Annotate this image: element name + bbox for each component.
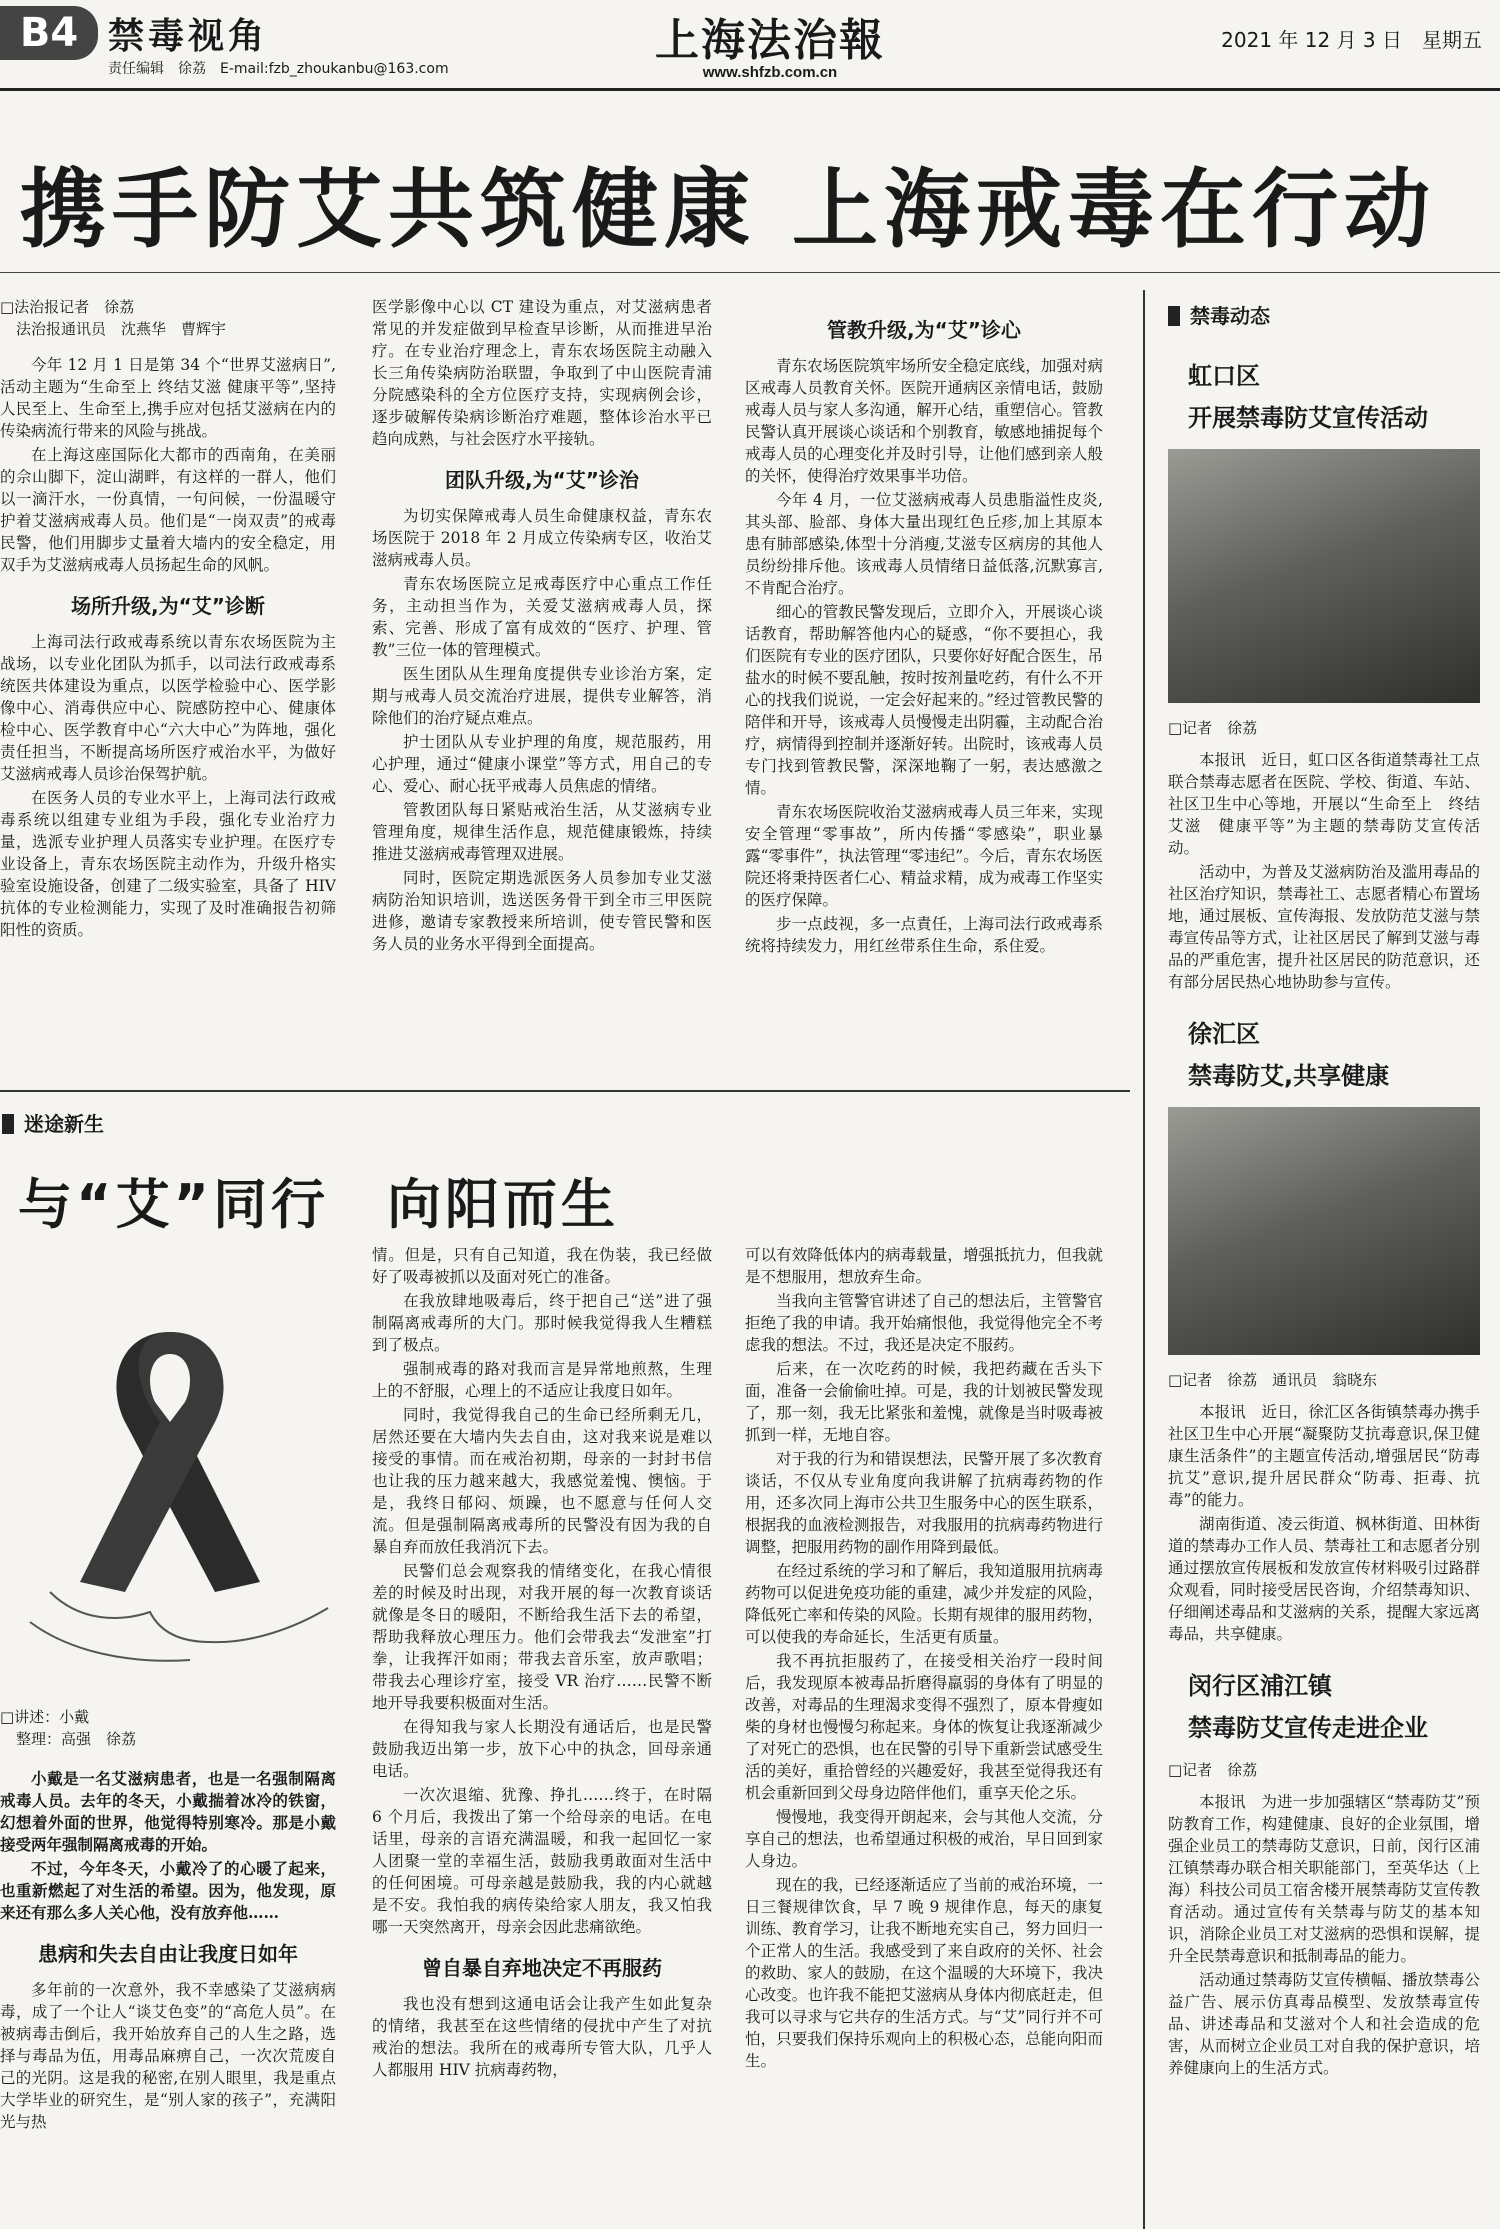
- byline-narrator: □讲述：小戴: [0, 1708, 90, 1726]
- paragraph: 本报讯 近日，虹口区各街道禁毒社工点联合禁毒志愿者在医院、学校、街道、车站、社区卫生中心等地，开展以“生命至上 终结艾滋 健康平等”为主题的禁毒防艾宣传活动。: [1168, 751, 1480, 857]
- square-icon: [1168, 306, 1180, 326]
- paragraph: 青东农场医院筑牢场所安全稳定底线，加强对病区戒毒人员教育关怀。医院开通病区亲情电话，鼓励戒毒人员与家人多沟通，解开心结，重塑信心。管教民警认真开展谈心谈话和个别教育，敏感地捕捉每个戒毒人员的心理变化并及时引导，让他们感到亲人般的关怀，使得治疗效果事半功倍。: [745, 357, 1103, 485]
- main-article-col-3: [745, 300, 1103, 1070]
- headline-rule: [0, 272, 1500, 273]
- paragraph: 护士团队从专业护理的角度，规范服药，用心护理，通过“健康小课堂”等方式，用自己的专心、爱心、耐心抚平戒毒人员焦虑的情绪。: [372, 733, 712, 795]
- paragraph: 情。但是，只有自己知道，我在伪装，我已经做好了吸毒被抓以及面对死亡的准备。: [372, 1246, 712, 1286]
- aids-ribbon-illustration: [10, 1292, 340, 1682]
- paragraph: 在上海这座国际化大都市的西南角，在美丽的佘山脚下，淀山湖畔，有这样的一群人，他们以一滴汗水，一份真情，一句问候，一份温暖守护着艾滋病戒毒人员。他们是“一岗双责”的戒毒民警，他们用脚步丈量着大墙内的安全稳定，用双手为艾滋病戒毒人员扬起生命的风帆。: [0, 446, 336, 574]
- paragraph: 强制戒毒的路对我而言是异常地煎熬，生理上的不舒服，心理上的不适应让我度日如年。: [372, 1360, 712, 1400]
- paragraph: 在经过系统的学习和了解后，我知道服用抗病毒药物可以促进免疫功能的重建，减少并发症的风险，降低死亡率和传染的风险。长期有规律的服用药物，可以使我的寿命延长，生活更有质量。: [745, 1562, 1103, 1646]
- subheading: 管教升级,为“艾”诊心: [827, 318, 1021, 342]
- byline-reporter: □法治报记者 徐荔: [0, 298, 135, 316]
- paragraph: 今年 4 月，一位艾滋病戒毒人员患脂溢性皮炎,其头部、脸部、身体大量出现红色丘疹,加上其原本患有肺部感染,体型十分消瘦,艾滋专区病房的其他人员纷纷排斥他。该戒毒人员情绪日益低落,沉默寡言,不肯配合治疗。: [745, 491, 1103, 597]
- paragraph: 现在的我，已经逐渐适应了当前的戒治环境，一日三餐规律饮食，早 7 晚 9 规律作息，每天的康复训练、教育学习，让我不断地充实自己，努力回归一个正常人的生活。我感受到了来自政府的关怀、社会的救助、家人的鼓励，在这个温暖的大环境下，我决心改变。也许我不能把艾滋病从身体内彻底赶走，但我可以寻求与它共存的生活方式。与“艾”同行并不可怕，只要我们保持乐观向上的积极心态，总能向阳而生。: [745, 1876, 1103, 2070]
- sidebar-title: 禁毒防艾,共享健康: [1188, 1062, 1390, 1090]
- sidebar-byline: □记者 徐荔: [1168, 1761, 1258, 1779]
- sidebar-district: 徐汇区: [1188, 1020, 1260, 1048]
- paragraph: 慢慢地，我变得开朗起来，会与其他人交流，分享自己的想法，也希望通过积极的戒治，早日回到家人身边。: [745, 1808, 1103, 1870]
- paragraph: 管教团队每日紧贴戒治生活，从艾滋病专业管理角度，规律生活作息，规范健康锻炼，持续推进艾滋病戒毒管理双进展。: [372, 801, 712, 863]
- website-link[interactable]: www.shfzb.com.cn: [702, 64, 838, 81]
- paragraph: 本报讯 为进一步加强辖区“禁毒防艾”预防教育工作，构建健康、良好的企业氛围，增强企业员工的禁毒防艾意识，日前，闵行区浦江镇禁毒办联合相关职能部门，至英华达（上海）科技公司员工宿舍楼开展禁毒防艾宣传教育活动。通过宣传有关禁毒与防艾的基本知识，消除企业员工对艾滋病的恐惧和误解，提升全民禁毒意识和抵制毒品的能力。: [1168, 1793, 1480, 1965]
- paragraph: 本报讯 近日，徐汇区各街镇禁毒办携手社区卫生中心开展“凝聚防艾抗毒意识,保卫健康生活条件”的主题宣传活动,增强居民“防毒抗艾”意识,提升居民群众“防毒、拒毒、抗毒”的能力。: [1168, 1403, 1480, 1509]
- paragraph: 医学影像中心以 CT 建设为重点，对艾滋病患者常见的并发症做到早检查早诊断，从而推进早治疗。在专业治疗理念上，青东农场医院主动融入长三角传染病防治联盟，争取到了中山医院青浦分院感染科的全方位医疗支持，实现病例会诊，逐步破解传染病诊断治疗难题，整体诊治水平已趋向成熟，与社会医疗水平接轨。: [372, 298, 712, 448]
- sidebar-district: 虹口区: [1188, 362, 1260, 390]
- paragraph: 在得知我与家人长期没有通话后，也是民警鼓励我迈出第一步，放下心中的执念，回母亲通电话。: [372, 1718, 712, 1780]
- section-rule: [0, 1090, 1130, 1092]
- paragraph: 我也没有想到这通电话会让我产生如此复杂的情绪，我甚至在这些情绪的侵扰中产生了对抗戒治的想法。我所在的戒毒所专管大队，几乎人人都服用 HIV 抗病毒药物，: [372, 1995, 712, 2079]
- paragraph: 在我放肆地吸毒后，终于把自己“送”进了强制隔离戒毒所的大门。那时候我觉得我人生糟糕到了极点。: [372, 1292, 712, 1354]
- paragraph: 同时，我觉得我自己的生命已经所剩无几，居然还要在大墙内失去自由，这对我来说是难以接受的事情。而在戒治初期，母亲的一封封书信也让我的压力越来越大，我感觉羞愧、懊恼。于是，我终日郁闷、烦躁，也不愿意与任何人交流。但是强制隔离戒毒所的民警没有因为我的自暴自弃而放任我消沉下去。: [372, 1406, 712, 1556]
- main-headline: 携手防艾共筑健康 上海戒毒在行动: [20, 160, 1436, 260]
- sidebar-divider: [1143, 290, 1145, 2229]
- page-number-badge: B4: [0, 6, 98, 60]
- paragraph: 今年 12 月 1 日是第 34 个“世界艾滋病日”,活动主题为“生命至上 终结艾滋 健康平等”,坚持人民至上、生命至上,携手应对包括艾滋病在内的传染病流行带来的风险与挑战。: [0, 356, 336, 440]
- subheading: 患病和失去自由让我度日如年: [38, 1942, 298, 1966]
- main-article-col-1: [0, 296, 336, 1066]
- paragraph: 多年前的一次意外，我不幸感染了艾滋病病毒，成了一个让人“谈艾色变”的“高危人员”。在被病毒击倒后，我开始放弃自己的人生之路，选择与毒品为伍，用毒品麻痹自己，一次次荒废自己的光阴。这是我的秘密,在别人眼里，我是重点大学毕业的研究生，是“别人家的孩子”，充满阳光与热: [0, 1981, 336, 2131]
- paragraph: 在医务人员的专业水平上，上海司法行政戒毒系统以组建专业组为手段，强化专业治疗力量，选派专业护理人员落实专业护理。在医疗专业设备上，青东农场医院主动作为，升级升格实验室设施设备，创建了二级实验室，具备了 HIV 抗体的专业检测能力，实现了及时准确报告初筛阳性的资质。: [0, 789, 336, 939]
- paragraph: 民警们总会观察我的情绪变化，在我心情很差的时候及时出现，对我开展的每一次教育谈话就像是冬日的暖阳，不断给我生活下去的希望，帮助我释放心理压力。他们会带我去“发泄室”打拳，让我挥汗如雨；带我去音乐室，放声歌唱；带我去心理诊疗室，接受 VR 治疗……民警不断地开导我要积极面对生活。: [372, 1562, 712, 1712]
- paragraph: 活动通过禁毒防艾宣传横幅、播放禁毒公益广告、展示仿真毒品模型、发放禁毒宣传品、讲述毒品和艾滋对个人和社会造成的危害，从而树立企业员工对自我的保护意识，培养健康向上的生活方式。: [1168, 1971, 1480, 2077]
- paragraph: 细心的管教民警发现后，立即介入，开展谈心谈话教育，帮助解答他内心的疑惑，“你不要担心，我们医院有专业的医疗团队，只要你好好配合医生，吊盐水的时候不要乱触，按时按剂量吃药，有什么不开心的找我们说说，一定会好起来的。”经过管教民警的陪伴和开导，该戒毒人员慢慢走出阴霾，主动配合治疗，病情得到控制并逐渐好转。出院时，该戒毒人员专门找到管教民警，深深地鞠了一躬，表达感激之情。: [745, 603, 1103, 797]
- byline-correspondents: 法治报通讯员 沈燕华 曹辉宇: [16, 320, 227, 338]
- second-article-col-2: [372, 1244, 712, 2229]
- second-article-title: 与“艾”同行 向阳而生: [18, 1173, 619, 1236]
- news-photo: [1168, 449, 1480, 703]
- paragraph: 上海司法行政戒毒系统以青东农场医院为主战场，以专业化团队为抓手，以司法行政戒毒系统医共体建设为重点，以医学检验中心、医学影像中心、消毒供应中心、院感防控中心、健康体检中心、医学教育中心“六大中心”为阵地，强化责任担当，不断提高场所医疗戒治水平，为做好艾滋病戒毒人员诊治保驾护航。: [0, 633, 336, 783]
- sidebar-byline: □记者 徐荔: [1168, 719, 1258, 737]
- paragraph: 活动中，为普及艾滋病防治及滥用毒品的社区治疗知识，禁毒社工、志愿者精心布置场地，通过展板、宣传海报、发放防范艾滋与禁毒宣传品等方式，让社区居民了解到艾滋与毒品的严重危害，提升社区居民的防范意识，还有部分居民热心地协助参与宣传。: [1168, 863, 1480, 991]
- paragraph: 为切实保障戒毒人员生命健康权益，青东农场医院于 2018 年 2 月成立传染病专区，收治艾滋病戒毒人员。: [372, 507, 712, 569]
- sidebar-news: [1168, 300, 1490, 2229]
- issue-date: 2021 年 12 月 3 日 星期五: [1221, 28, 1482, 52]
- paragraph: 同时，医院定期选派医务人员参加专业艾滋病防治知识培训，选送医务骨干到全市三甲医院进修，邀请专家教授来所培训，使专管民警和医务人员的业务水平得到全面提高。: [372, 869, 712, 953]
- byline-editors: 整理：高强 徐荔: [16, 1730, 137, 1748]
- paragraph: 医生团队从生理角度提供专业诊治方案，定期与戒毒人员交流治疗进展，提供专业解答，消除他们的治疗疑点难点。: [372, 665, 712, 727]
- paragraph: 当我向主管警官讲述了自己的想法后，主管警官拒绝了我的申请。我开始痛恨他，我觉得他完全不考虑我的想法。不过，我还是决定不服药。: [745, 1292, 1103, 1354]
- sidebar-title: 禁毒防艾宣传走进企业: [1188, 1714, 1428, 1742]
- header-rule: [0, 88, 1500, 91]
- paragraph: 一次次退缩、犹豫、挣扎……终于，在时隔 6 个月后，我拨出了第一个给母亲的电话。在电话里，母亲的言语充满温暖，和我一起回忆一家人团聚一堂的幸福生活，鼓励我勇敢面对生活中的任何困境。可母亲越是鼓励我，我的内心就越是不安。我怕我的病传染给家人朋友，我又怕我哪一天突然离开，母亲会因此悲痛欲绝。: [372, 1786, 712, 1936]
- second-article-col-3: [745, 1244, 1103, 2229]
- section-name: 禁毒视角: [108, 16, 269, 57]
- editor-line: 责任编辑 徐荔 E-mail:fzb_zhoukanbu@163.com: [108, 61, 449, 77]
- paragraph: 可以有效降低体内的病毒载量，增强抵抗力，但我就是不想服用，想放弃生命。: [745, 1246, 1103, 1286]
- red-ribbon-icon: [10, 1292, 340, 1682]
- second-article-col-1: [0, 1706, 336, 2229]
- subheading: 团队升级,为“艾”诊治: [445, 468, 639, 492]
- intro-paragraph: 小戴是一名艾滋病患者，也是一名强制隔离戒毒人员。去年的冬天，小戴揣着冰冷的铁窗，幻想着外面的世界，他觉得特别寒冷。那是小戴接受两年强制隔离戒毒的开始。: [0, 1769, 336, 1854]
- paragraph: 青东农场医院收治艾滋病戒毒人员三年来，实现安全管理“零事故”，所内传播“零感染”，职业暴露“零事件”，执法管理“零违纪”。今后，青东农场医院还将秉持医者仁心、精益求精，成为戒毒工作坚实的医疗保障。: [745, 803, 1103, 909]
- subheading: 场所升级,为“艾”诊断: [71, 594, 265, 618]
- paragraph: 后来，在一次吃药的时候，我把药藏在舌头下面，准备一会偷偷吐掉。可是，我的计划被民警发现了，那一刻，我无比紧张和羞愧，就像是当时吸毒被抓到一样，无地自容。: [745, 1360, 1103, 1444]
- sidebar-title: 开展禁毒防艾宣传活动: [1188, 404, 1428, 432]
- section-label: 迷途新生: [2, 1108, 104, 1137]
- sidebar-label: 禁毒动态: [1168, 300, 1490, 329]
- paragraph: 步一点歧视，多一点責任，上海司法行政戒毒系统将持续发力，用红丝带系住生命，系住爱。: [745, 915, 1103, 955]
- paragraph: 青东农场医院立足戒毒医疗中心重点工作任务，主动担当作为，关爱艾滋病戒毒人员，探索、完善、形成了富有成效的“医疗、护理、管教”三位一体的管理模式。: [372, 575, 712, 659]
- main-article-col-2: [372, 296, 712, 1066]
- paragraph: 我不再抗拒服药了，在接受相关治疗一段时间后，我发现原本被毒品折磨得羸弱的身体有了明显的改善，对毒品的生理渴求变得不强烈了，原本骨瘦如柴的身材也慢慢匀称起来。身体的恢复让我逐渐减少了对死亡的恐惧，也在民警的引导下重新尝试感受生活的美好，重拾曾经的兴趣爱好，我甚至觉得我还有机会重新回到父母身边陪伴他们，重享天伦之乐。: [745, 1652, 1103, 1802]
- paragraph: 湖南街道、凌云街道、枫林街道、田林街道的禁毒办工作人员、禁毒社工和志愿者分别通过摆放宣传展板和发放宣传材料吸引过路群众观看，同时接受居民咨询，介绍禁毒知识、仔细阐述毒品和艾滋病的关系，提醒大家远离毒品，共享健康。: [1168, 1515, 1480, 1643]
- sidebar-district: 闵行区浦江镇: [1188, 1672, 1332, 1700]
- subheading: 曾自暴自弃地决定不再服药: [422, 1956, 662, 1980]
- news-photo: [1168, 1107, 1480, 1355]
- square-icon: [2, 1114, 14, 1134]
- intro-paragraph: 不过，今年冬天，小戴冷了的心暖了起来，也重新燃起了对生活的希望。因为，他发现，原来还有那么多人关心他，没有放弃他……: [0, 1859, 336, 1922]
- newspaper-masthead: 上海法治報: [655, 15, 885, 66]
- sidebar-byline: □记者 徐荔 通讯员 翁晓东: [1168, 1371, 1378, 1389]
- paragraph: 对于我的行为和错误想法，民警开展了多次教育谈话，不仅从专业角度向我讲解了抗病毒药物的作用，还多次同上海市公共卫生服务中心的医生联系，根据我的血液检测报告，对我服用的抗病毒药物进行调整，把服用药物的副作用降到最低。: [745, 1450, 1103, 1556]
